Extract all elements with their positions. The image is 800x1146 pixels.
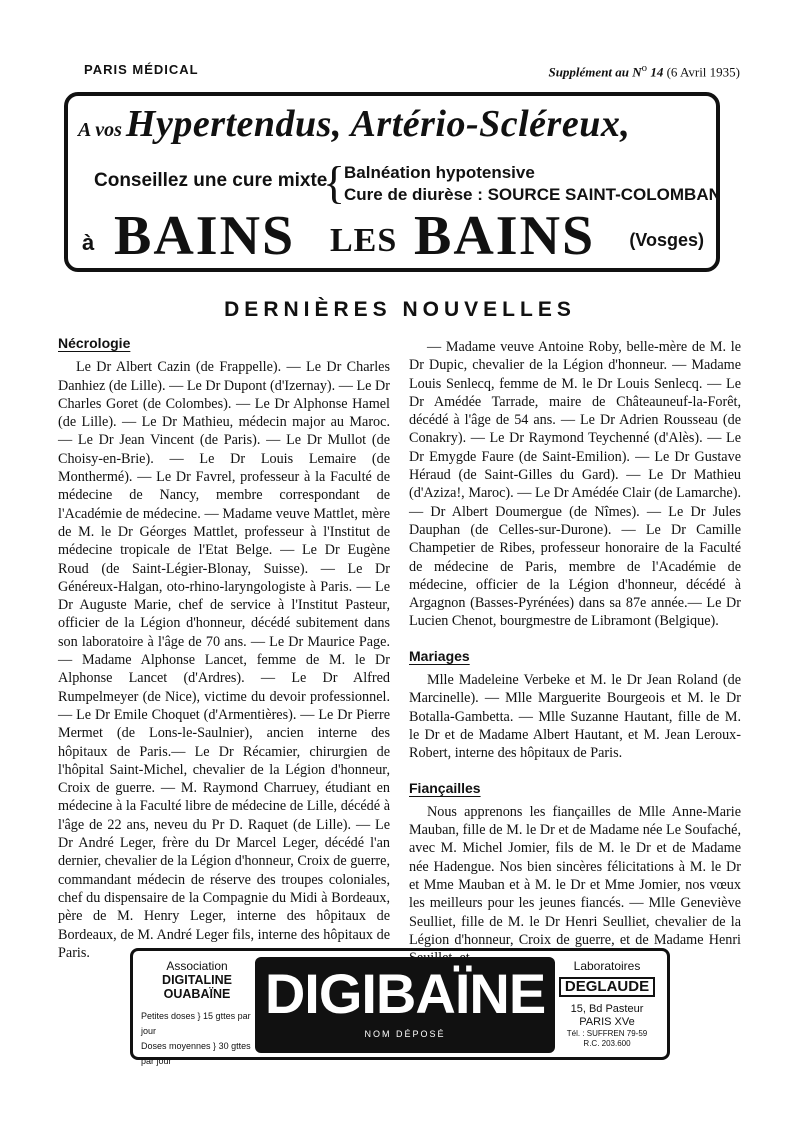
- ad-association-label: Association: [166, 959, 228, 973]
- issue-date: (6 Avril 1935): [666, 64, 740, 80]
- ad-brand-block: [255, 957, 555, 1053]
- right-column: [409, 338, 741, 968]
- ad-town-les: LES: [330, 222, 398, 259]
- ad-association-line-1: DIGITALINE: [162, 973, 232, 987]
- mariages-text: Mlle Madeleine Verbeke et M. le Dr Jean Roland (de Marcinelle). — Mlle Marguerite Bourgeois et M. le Dr Botalla-Gambetta. — Mlle Suzanne Hautant, fille de M. le Dr et de Madame Albert Hautant, et M. Jean Leroux-Robert, interne des hôpitaux de Paris.: [409, 672, 741, 762]
- ad-lead: A vos: [78, 119, 122, 141]
- ad-lab-name: DEGLAUDE: [559, 977, 655, 997]
- ad-town-line: [82, 205, 708, 267]
- ad-lab-address-2: PARIS XVe: [579, 1016, 635, 1028]
- ad-region: (Vosges): [629, 230, 704, 250]
- ad-brand-trademark: NOM DÉPOSÉ: [364, 1029, 446, 1039]
- number-superscript: o: [641, 62, 648, 74]
- page-title: DERNIÈRES NOUVELLES: [224, 298, 576, 321]
- ad-town-first: BAINS: [114, 205, 296, 267]
- ad-lab-address: [555, 1003, 659, 1029]
- left-column: [58, 334, 390, 962]
- ad-cure-lines: [344, 162, 721, 206]
- digibaine-advertisement: [130, 948, 670, 1066]
- ad-brand-name: DIGIBAÏNE: [264, 962, 546, 1025]
- ad-lab-label: Laboratoires: [573, 959, 641, 973]
- ad-prefix: à: [82, 230, 95, 255]
- ad-laboratory: [555, 959, 659, 1049]
- ad-lab-tel: Tél. : SUFFREN 79-59: [566, 1029, 648, 1038]
- journal-name: PARIS MÉDICAL: [84, 62, 199, 77]
- necrologie-text-left: Le Dr Albert Cazin (de Frappelle). — Le Dr Charles Danhiez (de Lille). — Le Dr Dupont (d'Izernay). — Le Dr Charles Goret (de Colombes). — Le Dr Alphonse Hamel (de Lille). — Le Dr Mathieu, médecin major au Maroc. — Le Dr Jean Vincent (de Paris). — Le Dr Mullot (de Choisy-en-Brie). — Le Dr Louis Lemaire (de Monthermé). — Le Dr Favrel, professeur à la Faculté de médecine de Nancy, membre correspondant de l'Académie de médecine. — Madame veuve Mattlet, mère de M. le Dr Géorges Mattlet, professeur à l'Institut de médecine tropicale de l'Etat Belge. — Le Dr Eugène Roud (de Saint-Légier-Blonay, Suisse). — Le Dr Généreux-Halgan, oto-rhino-laryngologiste à Paris. — Le Dr Auguste Marie, chef de service à l'Institut Pasteur, officier de la Légion d'honneur, décédé subitement dans son laboratoire à l'âge de 70 ans. — Le Dr Maurice Page. — Madame Alphonse Lancet, femme de M. le Dr Alphonse Lancet (d'Ardres). — Le Dr Alfred Rumpelmeyer (de Nice), victime du devoir professionnel. — Le Dr Emile Choquet (d'Armentières). — Le Dr Pierre Mermet (de Lons-le-Saulnier), ancien interne des hôpitaux de Paris.— Le Dr Récamier, chirurgien de l'hôpital Saint-Michel, chevalier de la Légion d'honneur, Croix de guerre. — M. Raymond Charruey, étudiant en médecine à la Faculté libre de médecine de Lille, décédé à l'âge de 22 ans, neveu du Pr D. Raquet (de Lille). — Le Dr André Leger, frère du Dr Marcel Leger, décédé l'an dernier, chevalier de la Légion d'honneur, Croix de guerre, commandant médecin de réserve des troupes coloniales, chef du dispensaire de la Compagnie du Midi à Bordeaux, père de M. Henry Leger, interne des hôpitaux de Bordeaux, de M. André Leger fils, interne des hôpitaux de Paris.: [58, 359, 390, 961]
- ad-association: [143, 959, 251, 1001]
- ad-dose-medium: Doses moyennes } 30 gttes par jour: [141, 1041, 251, 1066]
- ad-lab-address-1: 15, Bd Pasteur: [570, 1003, 644, 1015]
- necrologie-text-right: — Madame veuve Antoine Roby, belle-mère de M. le Dr Dupic, chevalier de la Légion d'honneur. — Madame Louis Senlecq, femme de M. le Dr Louis Senlecq. — Le Dr Amédée Tarrade, maire de Châteauneuf-la-Forêt, décédé à l'âge de 54 ans. — Le Dr Adrien Rousseau (de Conakry). — Le Dr Raymond Teychenné (d'Alès). — Le Dr Emygde Faure (de Saint-Emilion). — Le Dr Gustave Héraud (de Saint-Gilles du Gard). — Le Dr Mathieu (d'Aziza!, Maroc). — Le Dr Amédée Clair (de Lamarche). — Dr Albert Doumergue (de Nîmes). — Le Dr Jules Dauphan (de Celles-sur-Durone). — Le Dr Camille Champetier de Ribes, professeur honoraire de la Faculté de médecine de Paris, membre de l'Académie de médecine, officier de la Légion d'honneur, décédé à Argagnon (Basses-Pyrénées) dans sa 87e année.— Le Dr Lucien Chenot, bourgmestre de Libramont (Belgique).: [409, 339, 741, 630]
- ad-brace: {: [323, 157, 346, 208]
- fiancailles-heading: Fiançailles: [409, 779, 481, 796]
- ad-town-second: BAINS: [414, 205, 596, 267]
- ad-headline: Hypertendus, Artério-Scléreux,: [125, 103, 631, 145]
- ad-dose-medium-label: Doses moyennes: [141, 1041, 211, 1051]
- issue-number: 14: [650, 64, 664, 80]
- ad-cure-line-1: Balnéation hypotensive: [344, 163, 535, 182]
- ad-headline-line: [78, 102, 706, 146]
- supplement-label: Supplément au N: [548, 64, 642, 80]
- ad-dose-small-label: Petites doses: [141, 1011, 196, 1021]
- ad-dose-medium-value: 30 gttes par jour: [141, 1041, 251, 1066]
- running-header: [84, 62, 740, 82]
- fiancailles-text: Nous apprenons les fiançailles de Mlle Anne-Marie Mauban, fille de M. le Dr et de Madame née Le Soufaché, avec M. Michel Jomier, fils de M. le Dr et de Madame née Hadengue. Nos bien sincères félicitations à M. le Dr et Mme Mauban et à M. le Dr et Mme Jomier, nos vœux les meilleurs pour les jeunes fiancés. — Mlle Geneviève Seulliet, fille de M. le Dr Henri Seulliet, chevalier de la Légion d'honneur, Croix de guerre, et de Madame Henri: [409, 803, 741, 948]
- issue-info: [548, 62, 740, 80]
- ad-dose-small: Petites doses } 15 gttes par jour: [141, 1011, 251, 1036]
- ad-dosage: [141, 1009, 253, 1069]
- ad-cure-line-2: Cure de diurèse : SOURCE SAINT-COLOMBAN: [344, 185, 721, 204]
- bains-les-bains-advertisement: [64, 92, 720, 272]
- ad-dose-small-value: 15 gttes par jour: [141, 1011, 251, 1036]
- necrologie-heading: Nécrologie: [58, 335, 131, 351]
- ad-association-line-2: OUABAÏNE: [163, 987, 231, 1001]
- ad-lab-rc: R.C. 203.600: [583, 1039, 631, 1048]
- mariages-heading: Mariages: [409, 647, 470, 664]
- ad-advice: Conseillez une cure mixte: [94, 170, 328, 191]
